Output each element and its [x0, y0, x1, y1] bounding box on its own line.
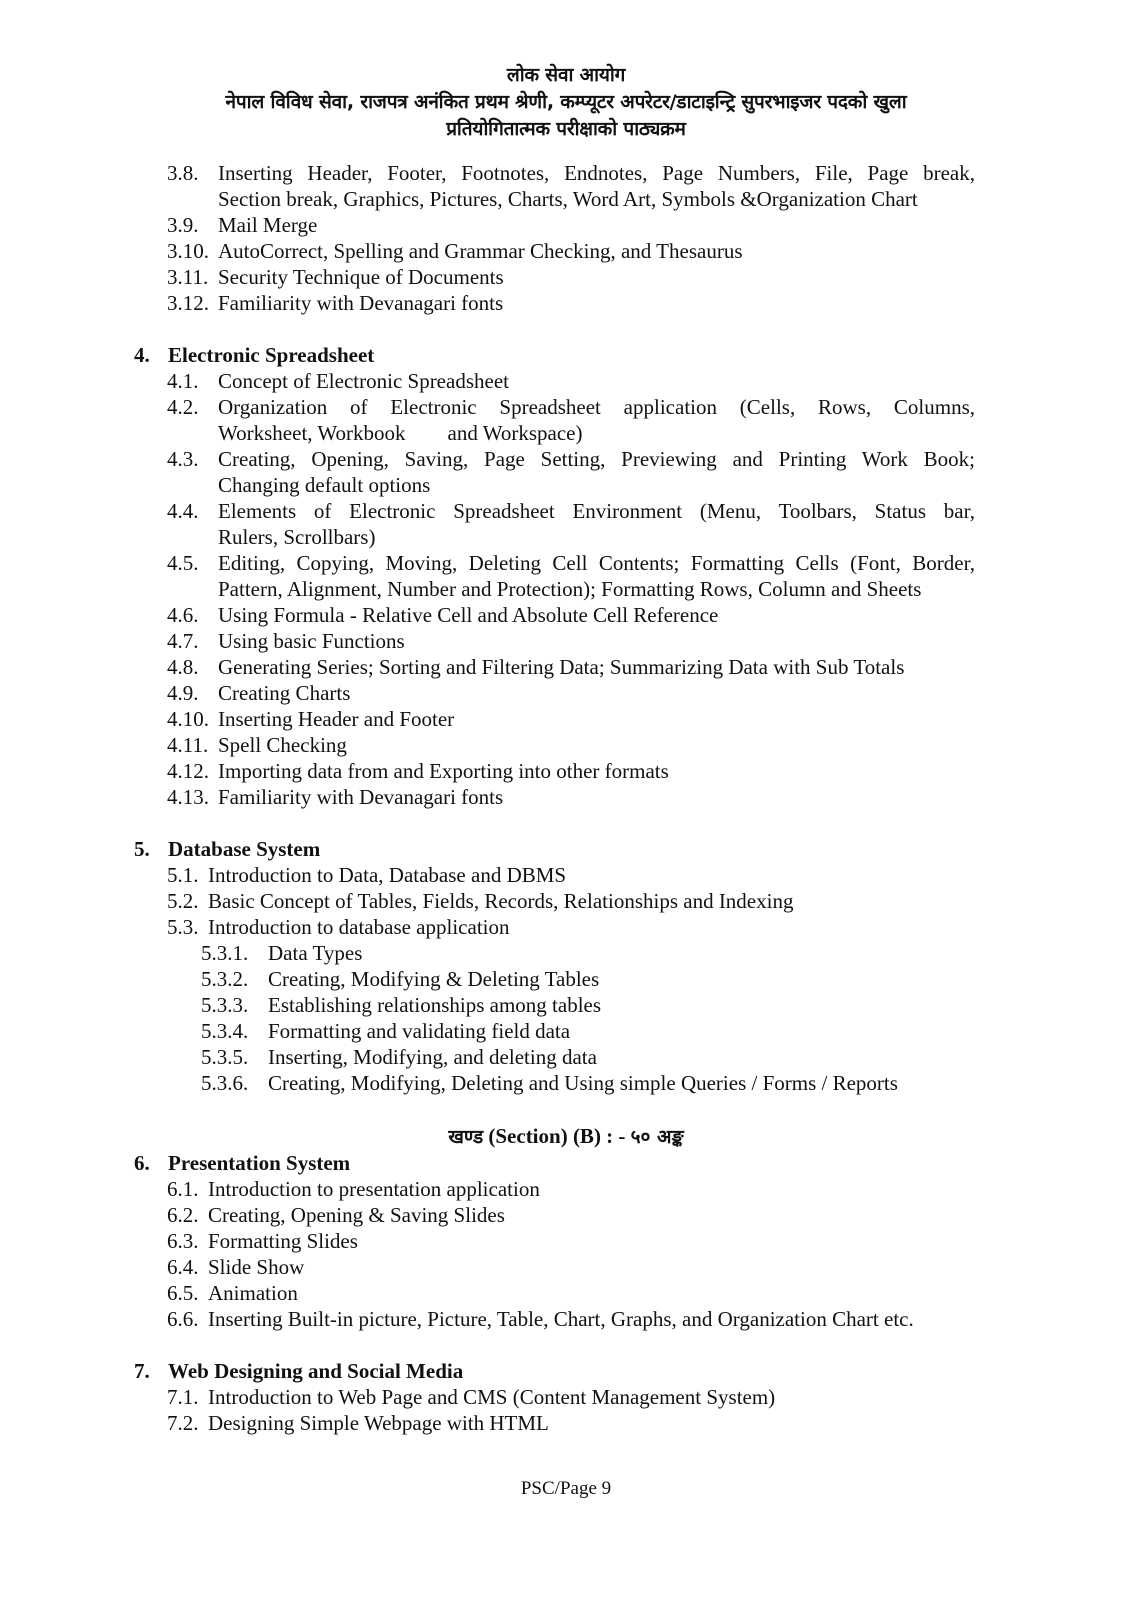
list-item: 4.11. Spell Checking	[167, 733, 347, 757]
list-item: 4.12. Importing data from and Exporting into other formats	[167, 759, 669, 783]
list-item: 7.2. Designing Simple Webpage with HTML	[167, 1411, 549, 1435]
sub-list-item: 5.3.3. Establishing relationships among tables	[201, 993, 602, 1017]
list-item: 3.10. AutoCorrect, Spelling and Grammar Checking, and Thesaurus	[167, 239, 743, 263]
sub-list-item: 5.3.5. Inserting, Modifying, and deleting data	[201, 1045, 597, 1069]
list-item: 4.6. Using Formula - Relative Cell and Absolute Cell Reference	[167, 603, 719, 627]
list-item: 4.13. Familiarity with Devanagari fonts	[167, 785, 504, 809]
page-number: PSC/Page 9	[520, 1478, 612, 1499]
list-item: 3.8. Inserting Header, Footer, Footnotes, Endnotes, Page Numbers, File, Page break,	[167, 161, 975, 185]
list-item-continuation: Pattern, Alignment, Number and Protection); Formatting Rows, Column and Sheets	[218, 577, 922, 601]
sub-list-item: 5.3.1. Data Types	[201, 941, 363, 965]
header-service-title: नेपाल विविध सेवा, राजपत्र अनंकित प्रथम श्रेणी, कम्प्यूटर अपरेटर/डाटाइन्ट्रि सुपरभाइजर पदको खुला	[225, 91, 907, 113]
syllabus-content	[0, 160, 1132, 1436]
section-title: Web Designing and Social Media	[168, 1359, 464, 1383]
list-item: 4.5. Editing, Copying, Moving, Deleting Cell Contents; Formatting Cells (Font, Border,	[167, 551, 975, 575]
document-header	[0, 62, 1132, 143]
list-item: 6.1. Introduction to presentation application	[167, 1177, 540, 1201]
section-heading: 6. Presentation System	[134, 1151, 351, 1175]
list-item: 4.10. Inserting Header and Footer	[167, 707, 455, 731]
list-item-continuation: Worksheet, Workbook and Workspace)	[218, 421, 583, 445]
list-item: 3.11. Security Technique of Documents	[167, 265, 504, 289]
sub-list-item: 5.3.4. Formatting and validating field data	[201, 1019, 571, 1043]
list-item: 6.3. Formatting Slides	[167, 1229, 358, 1253]
section-heading: 7. Web Designing and Social Media	[134, 1359, 464, 1383]
list-item-continuation: Section break, Graphics, Pictures, Charts, Word Art, Symbols &Organization Chart	[218, 187, 918, 211]
header-commission-name: लोक सेवा आयोग	[506, 64, 626, 86]
list-item: 6.2. Creating, Opening & Saving Slides	[167, 1203, 505, 1227]
section-b-marks: ५० अङ्क	[630, 1126, 684, 1148]
list-item: 6.4. Slide Show	[167, 1255, 305, 1279]
list-item-continuation: Rulers, Scrollbars)	[218, 525, 376, 549]
list-item: 6.5. Animation	[167, 1281, 298, 1305]
list-item: 4.2. Organization of Electronic Spreadsheet application (Cells, Rows, Columns,	[167, 395, 975, 419]
list-item: 5.2. Basic Concept of Tables, Fields, Records, Relationships and Indexing	[167, 889, 794, 913]
list-item: 5.3. Introduction to database application	[167, 915, 510, 939]
section-title: Presentation System	[168, 1151, 351, 1175]
section-b-heading	[0, 1122, 1132, 1150]
list-item: 4.4. Elements of Electronic Spreadsheet Environment (Menu, Toolbars, Status bar,	[167, 499, 975, 523]
list-item: 4.9. Creating Charts	[167, 681, 351, 705]
section-title: Electronic Spreadsheet	[168, 343, 375, 367]
list-item: 3.12. Familiarity with Devanagari fonts	[167, 291, 504, 315]
list-item-continuation: Changing default options	[218, 473, 431, 497]
sub-list-item: 5.3.2. Creating, Modifying & Deleting Tables	[201, 967, 600, 991]
list-item: 3.9. Mail Merge	[167, 213, 318, 237]
section-b-devanagari-label: खण्ड	[448, 1126, 484, 1148]
list-item: 4.1. Concept of Electronic Spreadsheet	[167, 369, 509, 393]
list-item: 4.8. Generating Series; Sorting and Filtering Data; Summarizing Data with Sub Totals	[167, 655, 905, 679]
list-item: 6.6. Inserting Built-in picture, Picture, Table, Chart, Graphs, and Organization Chart etc.	[167, 1307, 914, 1331]
header-syllabus-title: प्रतियोगितात्मक परीक्षाको पाठ्यक्रम	[446, 118, 686, 140]
list-item: 4.3. Creating, Opening, Saving, Page Setting, Previewing and Printing Work Book;	[167, 447, 975, 471]
section-title: Database System	[168, 837, 321, 861]
list-item: 4.7. Using basic Functions	[167, 629, 405, 653]
section-b-label: (Section) (B) : -	[488, 1124, 626, 1148]
section-heading: 5. Database System	[134, 837, 321, 861]
list-item: 5.1. Introduction to Data, Database and DBMS	[167, 863, 567, 887]
list-item: 7.1. Introduction to Web Page and CMS (Content Management System)	[167, 1385, 776, 1409]
sub-list-item: 5.3.6. Creating, Modifying, Deleting and Using simple Queries / Forms / Reports	[201, 1071, 898, 1095]
section-heading: 4. Electronic Spreadsheet	[134, 343, 375, 367]
